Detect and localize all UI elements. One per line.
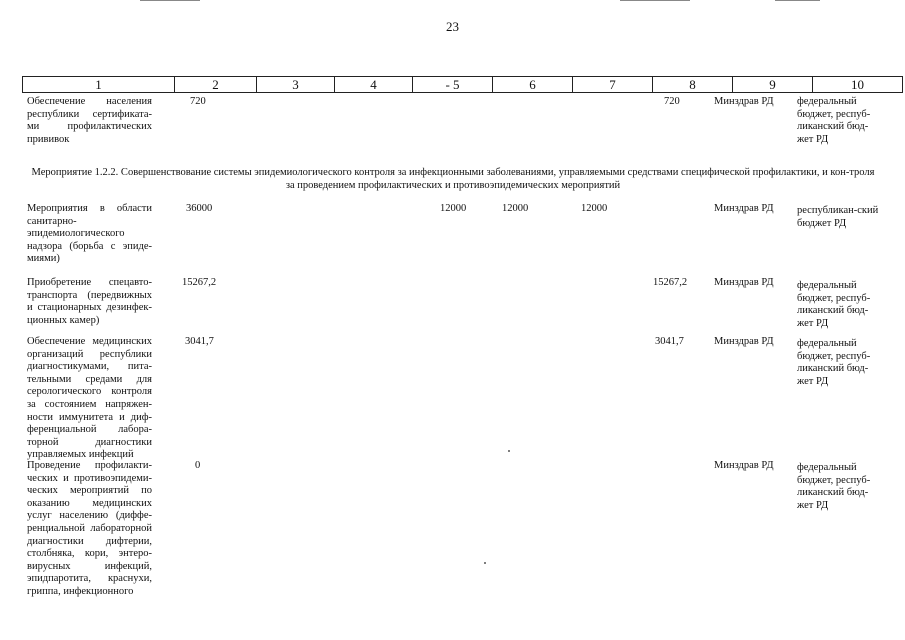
row-budget-source: федеральный бюджет, респуб-ликанский бюд-жет РД <box>797 462 871 511</box>
row-total: 15267,2 <box>182 277 217 288</box>
scan-speck <box>508 450 510 452</box>
column-number: 6 <box>493 77 573 93</box>
row-total: 720 <box>190 96 206 107</box>
column-number: 1 <box>23 77 175 93</box>
row-description: Проведение профилакти-ческих и противоэпидеми-ческих мероприятий по оказанию медицинских услуг населению (диффе-ренциальной лабораторной диагностики дифтерии, столбняка, кори, энтеро-вирусных инфекций, эпидпаротита, краснухи, гриппа, инфекционного <box>27 460 152 597</box>
row-organization: Минздрав РД <box>714 460 774 471</box>
row-total: 36000 <box>186 203 213 214</box>
row-description: Обеспечение населения республики сертификата-ми профилактических прививок <box>27 96 152 145</box>
scan-edge-mark <box>775 0 820 1</box>
row-total: 0 <box>195 460 201 471</box>
row-budget-source: республикан-ский бюджет РД <box>797 205 879 229</box>
row-budget-source: федеральный бюджет, респуб-ликанский бюд-жет РД <box>797 96 871 145</box>
row-value-col8: 3041,7 <box>655 336 684 347</box>
column-number-header <box>22 76 903 93</box>
row-organization: Минздрав РД <box>714 336 774 347</box>
row-description: Обеспечение медицинских организаций республики диагностикумами, пита-тельными средами для серологического контроля за состоянием напряжен-ности иммунитета и диф-ференциальной лабора-торной диагностики управляемых инфекций <box>27 336 152 461</box>
row-total: 3041,7 <box>185 336 214 347</box>
row-budget-source: федеральный бюджет, респуб-ликанский бюд-жет РД <box>797 338 871 387</box>
column-number: 8 <box>653 77 733 93</box>
row-value-col5: 12000 <box>440 203 467 214</box>
column-number: 2 <box>175 77 257 93</box>
column-number: 10 <box>813 77 903 93</box>
row-description: Мероприятия в области санитарно-эпидемиологического надзора (борьба с эпиде-миями) <box>27 203 152 265</box>
column-number: 4 <box>335 77 413 93</box>
row-description: Приобретение спецавто-транспорта (передвижных и стационарных дезинфек-ционных камер) <box>27 277 152 326</box>
row-budget-source: федеральный бюджет, респуб-ликанский бюд-жет РД <box>797 280 871 329</box>
row-value-col6: 12000 <box>502 203 529 214</box>
page-number: 23 <box>446 19 459 34</box>
column-number: 3 <box>257 77 335 93</box>
column-number: 7 <box>573 77 653 93</box>
column-number: - 5 <box>413 77 493 93</box>
row-value-col7: 12000 <box>581 203 608 214</box>
row-organization: Минздрав РД <box>714 96 774 107</box>
row-organization: Минздрав РД <box>714 277 774 288</box>
row-value-col8: 15267,2 <box>653 277 688 288</box>
row-organization: Минздрав РД <box>714 203 774 214</box>
column-number: 9 <box>733 77 813 93</box>
scan-speck <box>484 562 486 564</box>
row-value-col8: 720 <box>664 96 680 107</box>
section-heading: Мероприятие 1.2.2. Совершенствование системы эпидемиологического контроля за инфекционными заболеваниями, управляемыми средствами специфической профилактики, и кон-троля за проведением профилактических и противоэпидемических мероприятий <box>31 167 875 191</box>
scan-edge-mark <box>620 0 690 1</box>
scan-edge-mark <box>140 0 200 1</box>
